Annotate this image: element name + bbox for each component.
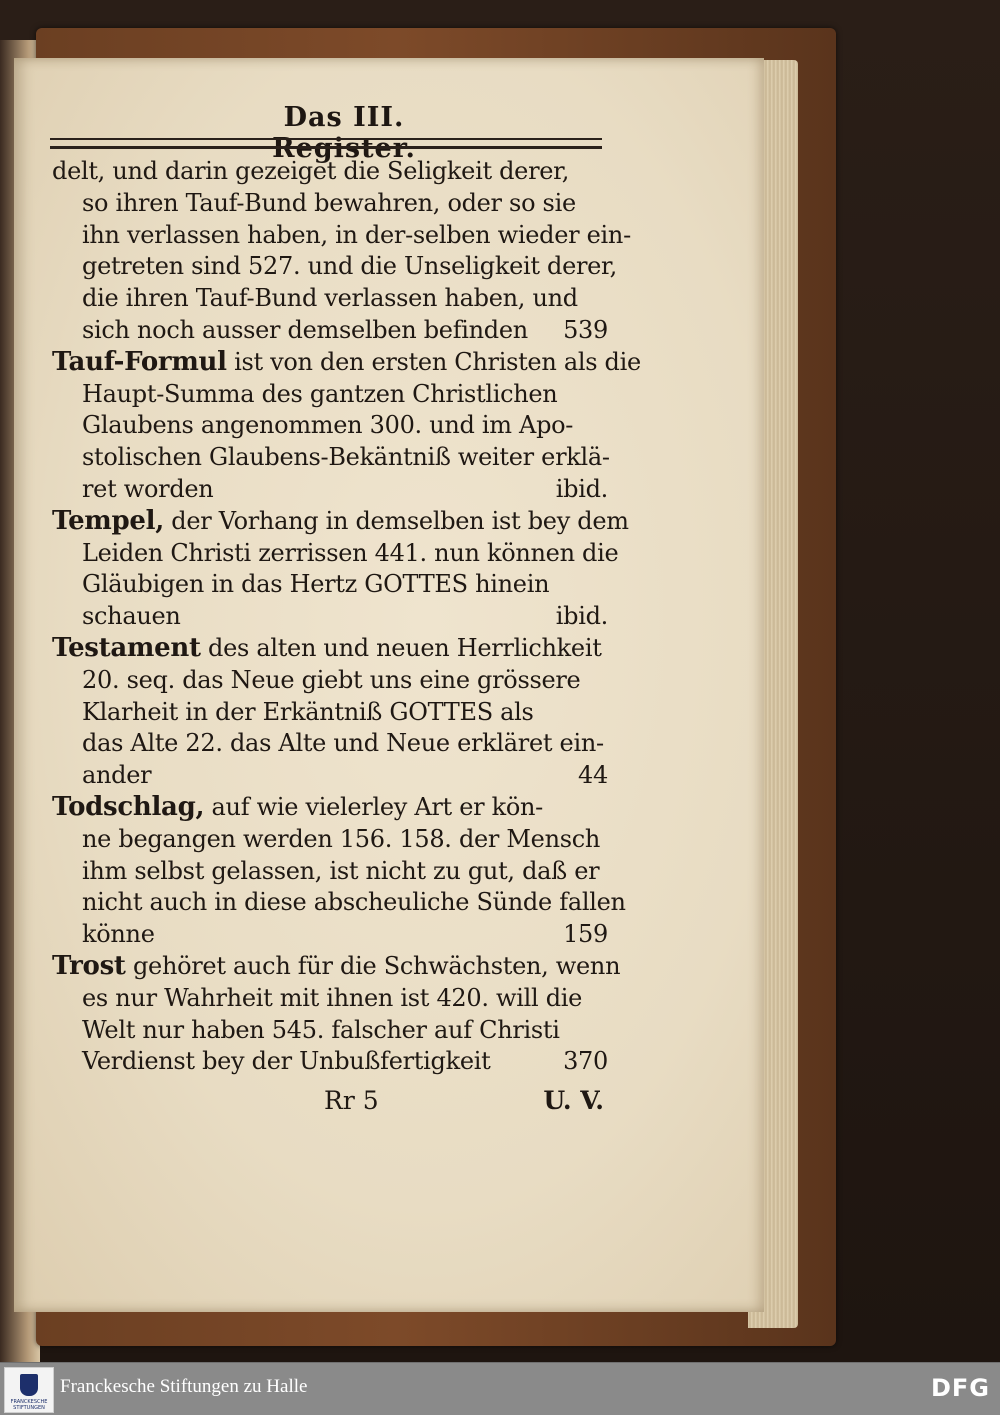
register-text bbox=[52, 156, 641, 1078]
text-line: Klarheit in der Erkäntniß GOTTES als bbox=[82, 697, 534, 726]
logo-caption: FRANCKESCHE STIFTUNGEN bbox=[10, 1399, 48, 1411]
text-line: Verdienst bey der Unbußfertigkeit 370 bbox=[52, 1046, 608, 1078]
entry-first-line: Todschlag, auf wie vielerley Art er kön- bbox=[52, 791, 543, 822]
text-line: könne 159 bbox=[52, 919, 608, 951]
text-line: schauen ibid. bbox=[52, 601, 608, 633]
header-rule bbox=[50, 138, 602, 140]
entry-headword: Tempel, bbox=[52, 505, 164, 536]
page-reference: ibid. bbox=[555, 474, 608, 503]
text-line: Haupt-Summa des gantzen Christlichen bbox=[82, 379, 558, 408]
page-reference: 44 bbox=[578, 761, 608, 790]
entry-first-line: Tempel, der Vorhang in demselben ist bey dem bbox=[52, 505, 629, 536]
page-reference: 539 bbox=[563, 315, 608, 344]
text-line: stolischen Glaubens-Bekäntniß weiter erklä- bbox=[82, 443, 610, 472]
page-reference: 370 bbox=[563, 1047, 608, 1076]
text-line: ne begangen werden 156. 158. der Mensch bbox=[82, 824, 601, 853]
institution-logo[interactable] bbox=[4, 1367, 54, 1413]
text-line: Glaubens angenommen 300. und im Apo- bbox=[82, 411, 574, 440]
running-head: Das III. Register. bbox=[272, 102, 416, 164]
signature-mark: Rr 5 bbox=[324, 1086, 379, 1115]
text-line: getreten sind 527. und die Unseligkeit derer, bbox=[82, 252, 617, 281]
crest-icon bbox=[20, 1374, 38, 1396]
entry-first-line: Trost gehöret auch für die Schwächsten, wenn bbox=[52, 950, 621, 981]
text-line: Gläubigen in das Hertz GOTTES hinein bbox=[82, 570, 550, 599]
page-footer-line bbox=[52, 1086, 608, 1120]
entry-headword: Trost bbox=[52, 950, 126, 981]
book-page bbox=[14, 58, 764, 1312]
register-entry bbox=[52, 156, 631, 347]
page-reference: 159 bbox=[563, 920, 608, 949]
entry-headword: Todschlag, bbox=[52, 791, 205, 822]
header-rule-double bbox=[50, 146, 602, 149]
text-line: die ihren Tauf-Bund verlassen haben, und bbox=[82, 284, 578, 313]
entry-headword: Testament bbox=[52, 632, 201, 663]
institution-name[interactable]: Franckesche Stiftungen zu Halle bbox=[60, 1376, 308, 1397]
text-line: das Alte 22. das Alte und Neue erkläret ein- bbox=[82, 729, 604, 758]
text-line: ihm selbst gelassen, ist nicht zu gut, daß er bbox=[82, 856, 600, 885]
text-line: ihn verlassen haben, in der-selben wieder ein- bbox=[82, 220, 631, 249]
dfg-logo[interactable]: DFG bbox=[930, 1374, 990, 1402]
entry-first-line: Testament des alten und neuen Herrlichkeit bbox=[52, 632, 602, 663]
footer-bar bbox=[0, 1362, 1000, 1415]
register-entry bbox=[52, 791, 626, 951]
text-line: ander 44 bbox=[52, 760, 608, 792]
text-line: nicht auch in diese abscheuliche Sünde fallen bbox=[82, 888, 626, 917]
text-line: sich noch ausser demselben befinden 539 bbox=[52, 315, 608, 347]
text-line: es nur Wahrheit mit ihnen ist 420. will die bbox=[82, 983, 583, 1012]
text-line: so ihren Tauf-Bund bewahren, oder so sie bbox=[82, 188, 576, 217]
text-line: 20. seq. das Neue giebt uns eine grössere bbox=[82, 665, 581, 694]
page-reference: ibid. bbox=[555, 602, 608, 631]
register-entry bbox=[52, 633, 608, 792]
text-line: ret worden ibid. bbox=[52, 474, 608, 506]
entry-first-line: Tauf-Formul ist von den ersten Christen als die bbox=[52, 346, 641, 377]
register-entry bbox=[52, 346, 641, 506]
text-line: Leiden Christi zerrissen 441. nun können die bbox=[82, 538, 619, 567]
register-entry bbox=[52, 505, 629, 633]
register-entry bbox=[52, 950, 621, 1078]
entry-headword: Tauf-Formul bbox=[52, 346, 227, 377]
catchword: U. V. bbox=[543, 1086, 604, 1115]
text-line: Welt nur haben 545. falscher auf Christi bbox=[82, 1015, 560, 1044]
text-line: delt, und darin gezeiget die Seligkeit derer, bbox=[52, 157, 570, 185]
